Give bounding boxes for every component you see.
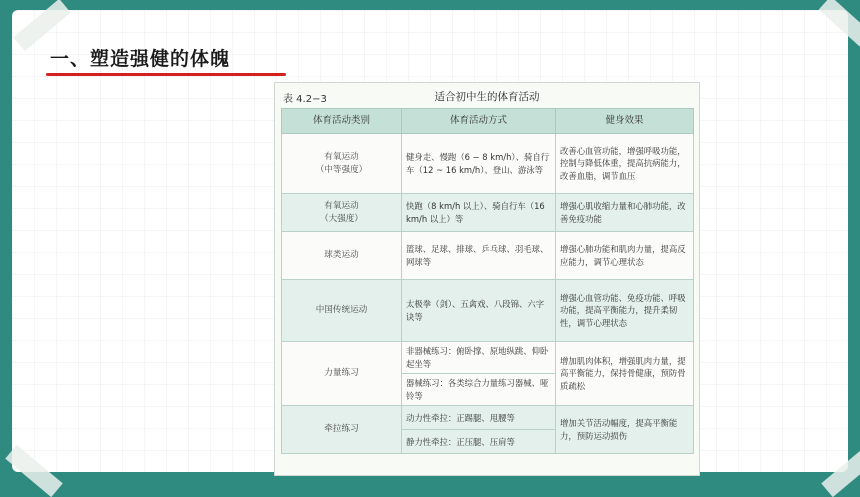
cell-category: 有氧运动 （大强度） <box>282 194 402 232</box>
cell-effect: 增加关节活动幅度，提高平衡能力，预防运动损伤 <box>556 406 694 454</box>
table-row <box>282 232 694 280</box>
header-category: 体育活动类别 <box>282 109 402 134</box>
table-title: 适合初中生的体育活动 <box>434 91 540 103</box>
cell-effect: 增强心肺功能和肌肉力量，提高反应能力，调节心理状态 <box>556 232 694 280</box>
cell-method: 动力性牵拉：正踢腿、甩腰等 <box>402 406 556 430</box>
tape-decoration <box>819 0 860 50</box>
tape-decoration <box>821 445 860 497</box>
cell-method: 非器械练习：俯卧撑、原地纵跳、仰卧起坐等 <box>402 342 556 374</box>
cell-method: 篮球、足球、排球、乒乓球、羽毛球、网球等 <box>402 232 556 280</box>
cell-method: 快跑（8 km/h 以上）、骑自行车（16 km/h 以上）等 <box>402 194 556 232</box>
cell-method: 健身走、慢跑（6 − 8 km/h）、骑自行车（12 ~ 16 km/h）、登山、游泳等 <box>402 134 556 194</box>
activity-table-figure <box>274 82 700 476</box>
cell-category: 球类运动 <box>282 232 402 280</box>
header-effect: 健身效果 <box>556 109 694 134</box>
activity-table <box>281 108 694 454</box>
header-method: 体育活动方式 <box>402 109 556 134</box>
section-heading: 一、塑造强健的体魄 <box>50 48 231 70</box>
table-row <box>282 342 694 374</box>
cell-category: 牵拉练习 <box>282 406 402 454</box>
table-row <box>282 194 694 232</box>
cell-method: 静力性牵拉：正压腿、压肩等 <box>402 430 556 454</box>
table-row <box>282 134 694 194</box>
tape-decoration <box>5 445 63 497</box>
table-caption <box>275 83 699 111</box>
slide-canvas <box>12 10 848 472</box>
cell-method: 器械练习：各类综合力量练习器械、哑铃等 <box>402 374 556 406</box>
table-header-row <box>282 109 694 134</box>
cell-effect: 增加肌肉体积，增强肌肉力量，提高平衡能力，保持骨健康，预防骨质疏松 <box>556 342 694 406</box>
cell-effect: 增强心血管功能、免疫功能、呼吸功能，提高平衡能力，提升柔韧性，调节心理状态 <box>556 280 694 342</box>
cell-category: 有氧运动 （中等强度） <box>282 134 402 194</box>
cell-effect: 增强心肌收缩力量和心肺功能，改善免疫功能 <box>556 194 694 232</box>
table-row <box>282 280 694 342</box>
table-row <box>282 406 694 430</box>
cell-category: 中国传统运动 <box>282 280 402 342</box>
cell-method: 太极拳（剑）、五禽戏、八段锦、六字诀等 <box>402 280 556 342</box>
table-number: 表 4.2−3 <box>283 94 327 105</box>
heading-underline <box>46 73 286 76</box>
cell-category: 力量练习 <box>282 342 402 406</box>
cell-effect: 改善心血管功能，增强呼吸功能，控制与降低体重，提高抗病能力，改善血脂，调节血压 <box>556 134 694 194</box>
